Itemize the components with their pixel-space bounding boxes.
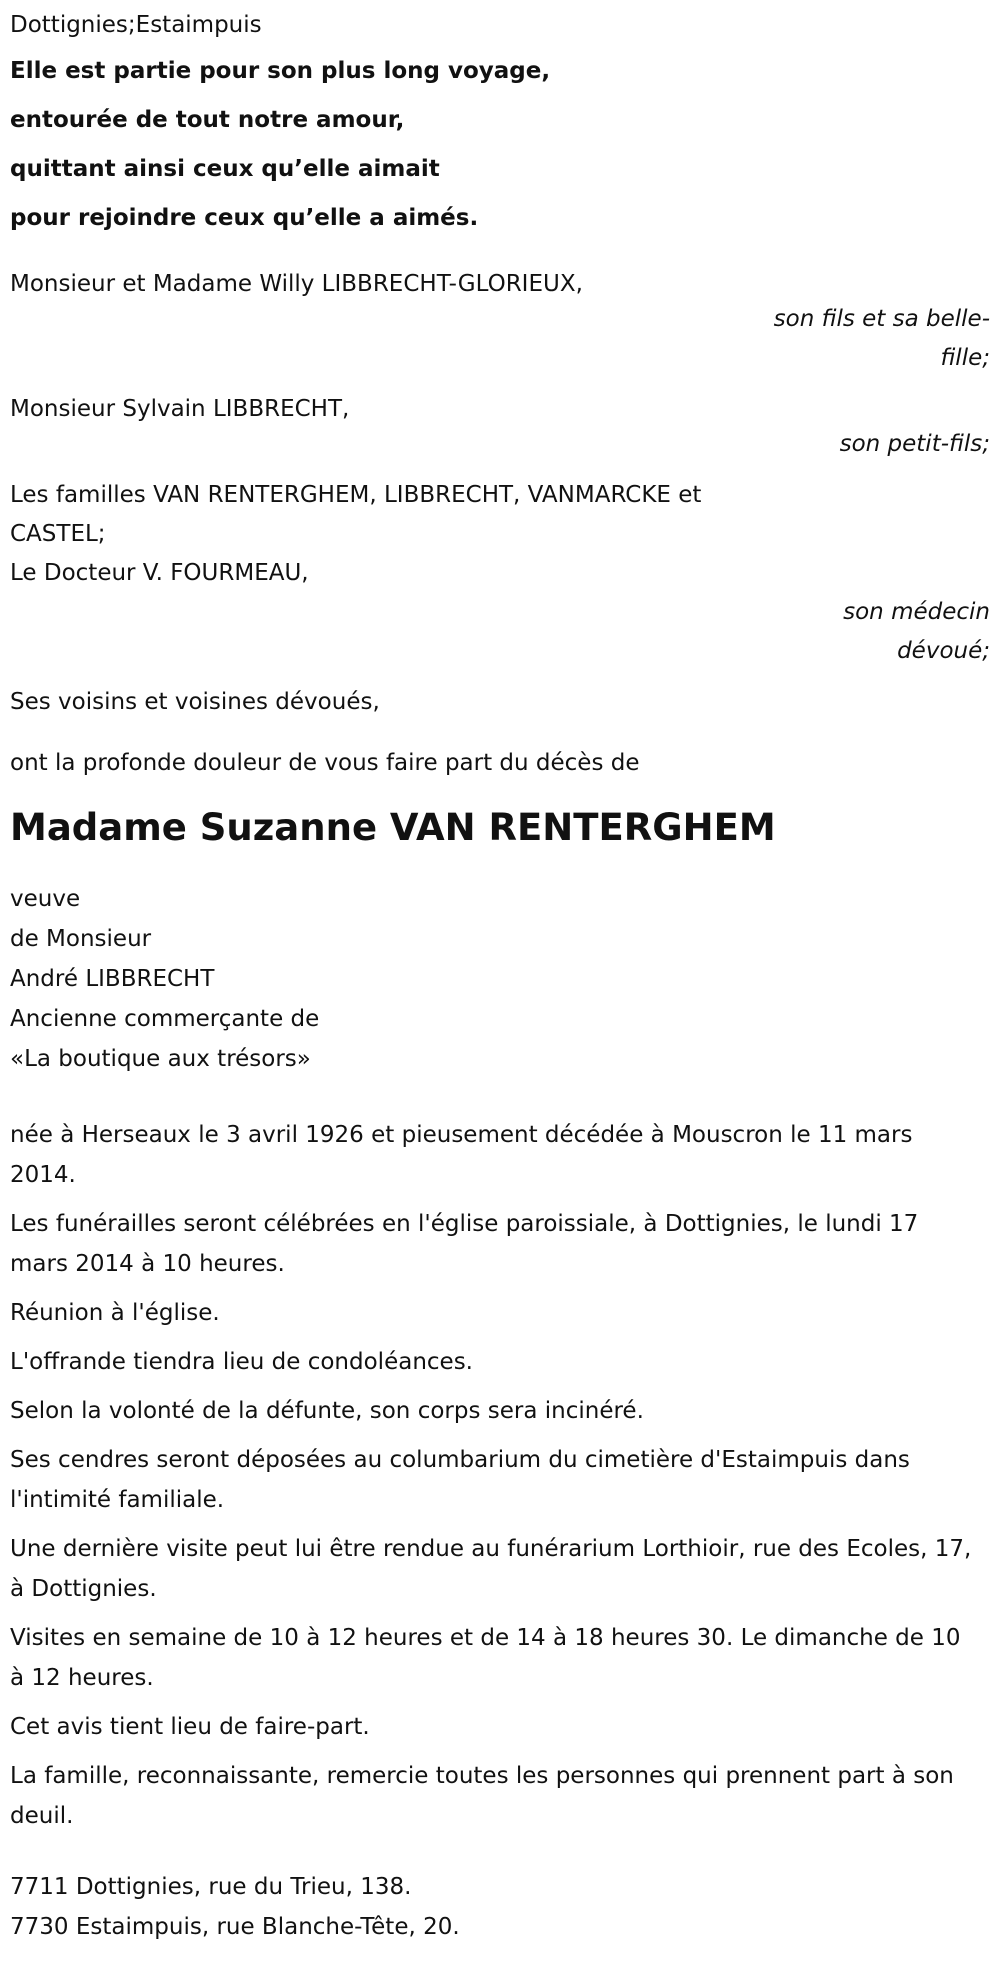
family-name: Monsieur et Madame Willy LIBBRECHT-GLORIEUX, xyxy=(10,271,583,297)
family-relation: son fils et sa belle-fille; xyxy=(773,306,990,371)
info-paragraph: Cet avis tient lieu de faire-part. xyxy=(10,1714,370,1740)
family-relation: son médecin dévoué; xyxy=(843,599,990,664)
detail-line: Ancienne commerçante de xyxy=(10,1006,320,1032)
addresses xyxy=(10,1867,990,1947)
spacer xyxy=(10,464,990,476)
family-name: Ses voisins et voisines dévoués, xyxy=(10,689,380,715)
spacer xyxy=(10,1079,990,1115)
deceased-name: Madame Suzanne VAN RENTERGHEM xyxy=(10,806,776,849)
announcement-text: ont la profonde douleur de vous faire part du décès de xyxy=(10,750,640,776)
spacer xyxy=(10,1845,990,1867)
poem xyxy=(10,47,990,243)
family-entry xyxy=(10,476,990,554)
info-paragraph: L'offrande tiendra lieu de condoléances. xyxy=(10,1349,473,1375)
place-header: Dottignies;Estaimpuis xyxy=(10,12,262,38)
address-line: 7711 Dottignies, rue du Trieu, 138. xyxy=(10,1874,412,1900)
info-paragraph: Réunion à l'église. xyxy=(10,1300,220,1326)
detail-line: de Monsieur xyxy=(10,926,152,952)
info-paragraph: Les funérailles seront célébrées en l'église paroissiale, à Dottignies, le lundi 17 mars 2014 à 10 heures. xyxy=(10,1211,919,1277)
spacer xyxy=(10,378,990,390)
funeral-information xyxy=(10,1115,990,1836)
address-line: 7730 Estaimpuis, rue Blanche-Tête, 20. xyxy=(10,1914,460,1940)
detail-line: veuve xyxy=(10,886,81,912)
spacer xyxy=(10,722,990,744)
family-relation: son petit-fils; xyxy=(839,431,990,457)
detail-line: André LIBBRECHT xyxy=(10,966,215,992)
family-entry xyxy=(10,683,990,722)
info-paragraph: Ses cendres seront déposées au columbarium du cimetière d'Estaimpuis dans l'intimité familiale. xyxy=(10,1447,910,1513)
family-list xyxy=(10,265,990,722)
deceased-details xyxy=(10,879,990,1079)
family-name: Monsieur Sylvain LIBBRECHT, xyxy=(10,396,350,422)
info-paragraph: Une dernière visite peut lui être rendue au funérarium Lorthioir, rue des Ecoles, 17, à Dottignies. xyxy=(10,1536,972,1602)
family-name: Le Docteur V. FOURMEAU, xyxy=(10,560,309,586)
poem-line: pour rejoindre ceux qu’elle a aimés. xyxy=(10,205,479,231)
family-entry xyxy=(10,390,990,464)
poem-line: Elle est partie pour son plus long voyage, xyxy=(10,58,551,84)
family-entry xyxy=(10,265,990,378)
poem-line: entourée de tout notre amour, xyxy=(10,107,405,133)
info-paragraph: née à Herseaux le 3 avril 1926 et pieusement décédée à Mouscron le 11 mars 2014. xyxy=(10,1122,913,1188)
poem-line: quittant ainsi ceux qu’elle aimait xyxy=(10,156,440,182)
family-entry xyxy=(10,554,990,671)
info-paragraph: Visites en semaine de 10 à 12 heures et de 14 à 18 heures 30. Le dimanche de 10 à 12 heures. xyxy=(10,1625,961,1691)
info-paragraph: La famille, reconnaissante, remercie toutes les personnes qui prennent part à son deuil. xyxy=(10,1763,954,1829)
info-paragraph: Selon la volonté de la défunte, son corps sera incinéré. xyxy=(10,1398,644,1424)
spacer xyxy=(10,671,990,683)
detail-line: «La boutique aux trésors» xyxy=(10,1046,311,1072)
family-name: Les familles VAN RENTERGHEM, LIBBRECHT, VANMARCKE et CASTEL; xyxy=(10,482,702,547)
spacer xyxy=(10,243,990,265)
